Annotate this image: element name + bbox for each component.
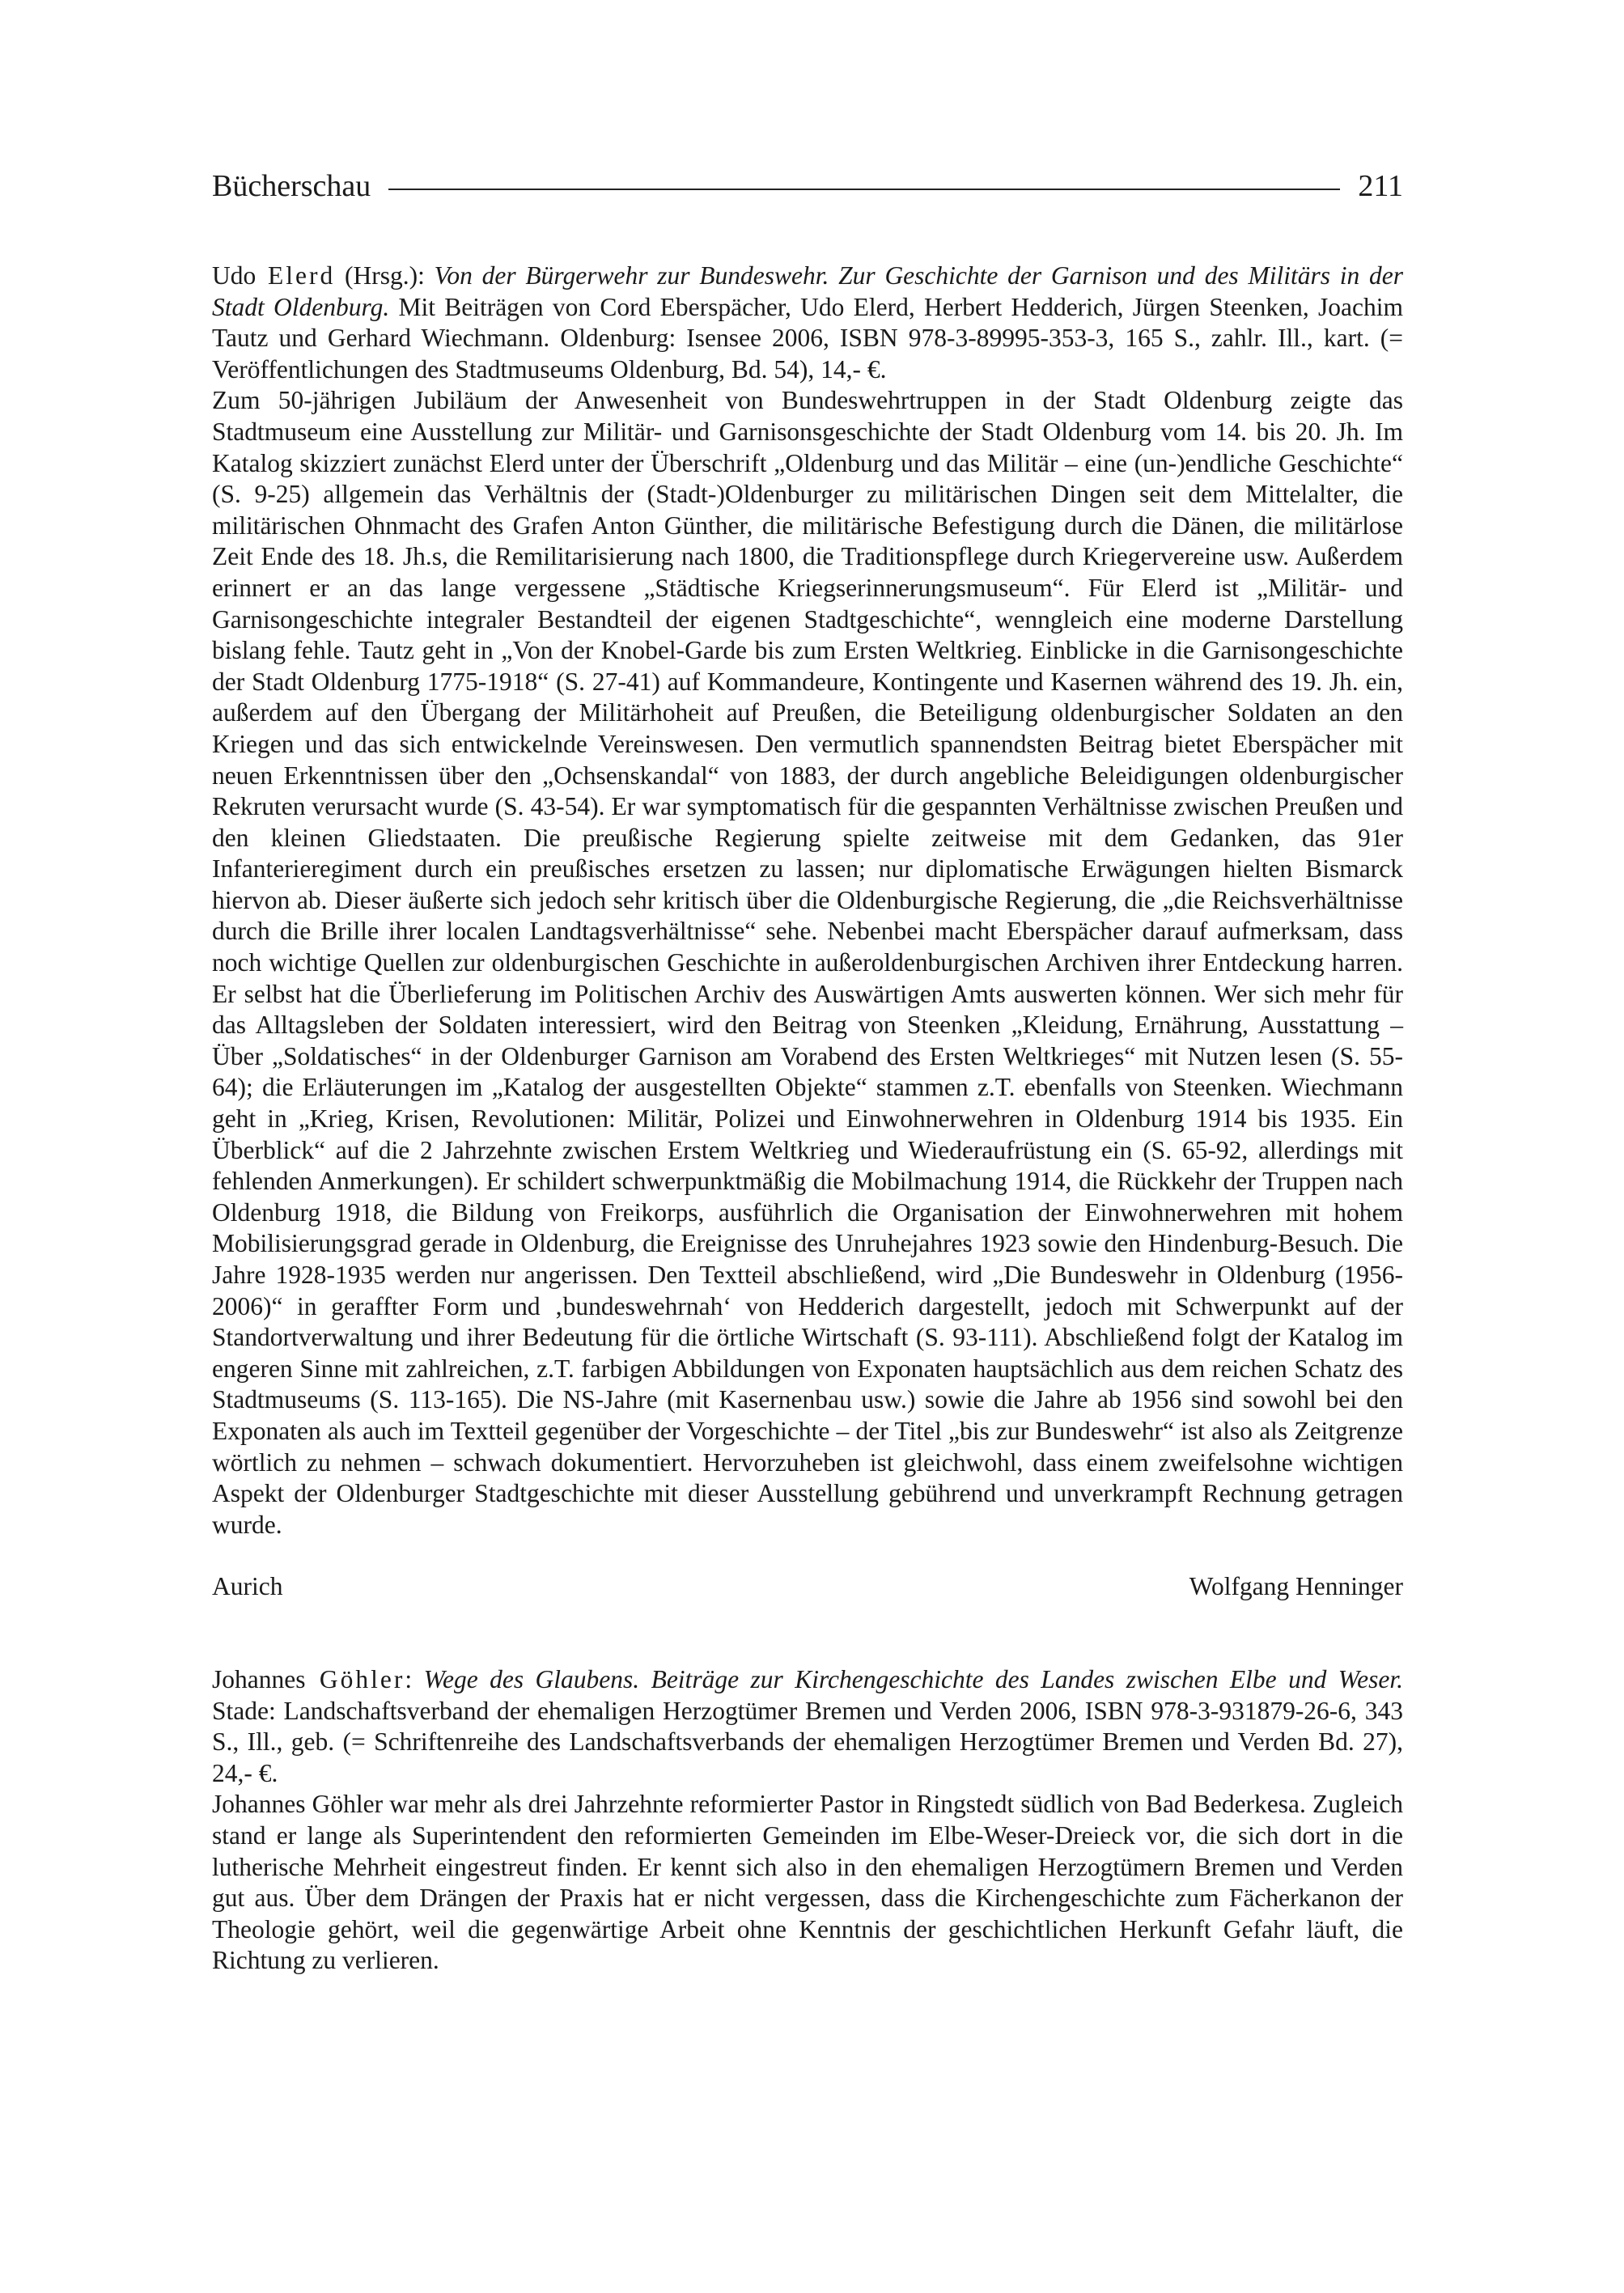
book-title: Wege des Glaubens. Beiträge zur Kirchengeschichte des Landes zwischen Elbe und Weser. [423, 1664, 1403, 1693]
book-title: Von der Bürgerwehr zur Bundeswehr. Zur Geschichte der Garnison und des Militärs in der Stadt Oldenburg. [212, 261, 1403, 321]
reviewer-name: Wolfgang Henninger [1189, 1572, 1403, 1601]
review-entry [212, 261, 1403, 1603]
review-citation [212, 261, 1403, 385]
author-role: (Hrsg.): [345, 261, 425, 290]
review-citation [212, 1664, 1403, 1789]
review-place: Aurich [212, 1572, 283, 1601]
book-details: Mit Beiträgen von Cord Eberspächer, Udo Elerd, Herbert Hedderich, Jürgen Steenken, Joachim Tautz und Gerhard Wiechmann. Oldenburg: Isensee 2006, ISBN 978-3-89995-353-3, 165 S., zahlr. Ill., kart. (= Veröffentlichungen des Stadtmuseums Oldenburg, Bd. 54), 14,- €. [212, 292, 1403, 384]
review-entry [212, 1664, 1403, 1977]
page-content [212, 261, 1403, 1977]
review-body: Johannes Göhler war mehr als drei Jahrzehnte reformierter Pastor in Ringstedt südlich von Bad Bederkesa. Zugleich stand er lange als Superintendent den reformierten Gemeinden im Elbe-Weser-Dreieck vor, die sich dort in die lutherische Mehrheit eingestreut finden. Er kennt sich also in den ehemaligen Herzogtümern Bremen und Verden gut aus. Über dem Drängen der Praxis hat er nicht vergessen, dass die Kirchengeschichte zum Fächerkanon der Theologie gehört, weil die gegenwärtige Arbeit ohne Kenntnis der geschichtlichen Herkunft Gefahr läuft, die Richtung zu verlieren. [212, 1790, 1403, 1975]
review-signature [212, 1571, 1403, 1603]
author-surname: Elerd [268, 261, 336, 290]
author-given-name: Johannes [212, 1664, 306, 1693]
running-header [212, 162, 1403, 210]
book-details: Stade: Landschaftsverband der ehemaligen Herzogtümer Bremen und Verden 2006, ISBN 978-3-931879-26-6, 343 S., Ill., geb. (= Schriftenreihe des Landschaftsverbands der ehemaligen Herzogtümer Bremen und Verden Bd. 27), 24,- €. [212, 1696, 1403, 1787]
author-role: : [405, 1664, 413, 1693]
page-number: 211 [1358, 169, 1403, 203]
author-surname: Göhler [319, 1664, 405, 1693]
author-given-name: Udo [212, 261, 257, 290]
running-header-title: Bücherschau [212, 169, 371, 203]
review-body: Zum 50-jährigen Jubiläum der Anwesenheit von Bundeswehrtruppen in der Stadt Oldenburg zeigte das Stadtmuseum eine Ausstellung zur Militär- und Garnisonsgeschichte der Stadt Oldenburg vom 14. bis 20. Jh. Im Katalog skizziert zunächst Elerd unter der Überschrift „Oldenburg und das Militär – eine (un-)endliche Geschichte“ (S. 9-25) allgemein das Verhältnis der (Stadt-)Oldenburger zu militärischen Dingen seit dem Mittelalter, die militärischen Ohnmacht des Grafen Anton Günther, die militärische Befestigung durch die Dänen, die militärlose Zeit Ende des 18. Jh.s, die Remilitarisierung nach 1800, die Traditionspflege durch Kriegervereine usw. Außerdem erinnert er an das lange vergessene „Städtische Kriegserinnerungsmuseum“. Für Elerd ist „Militär- und Garnisongeschichte integraler Bestandteil der eigenen Stadtgeschichte“, wenngleich eine moderne Darstellung bislang fehle. Tautz geht in „Von der Knobel-Garde bis zum Ersten Weltkrieg. Einblicke in die Garnisongeschichte der Stadt Oldenburg 1775-1918“ (S. 27-41) auf Kommandeure, Kontingente und Kasernen während des 19. Jh. ein, außerdem auf den Übergang der Militärhoheit auf Preußen, die Beteiligung oldenburgischer Soldaten an den Kriegen und das sich entwickelnde Vereinswesen. Den vermutlich spannendsten Beitrag bietet Eberspächer mit neuen Erkenntnissen über den „Ochsenskandal“ von 1883, der durch angebliche Beleidigungen oldenburgischer Rekruten verursacht wurde (S. 43-54). Er war symptomatisch für die gespannten Verhältnisse zwischen Preußen und den kleinen Gliedstaaten. Die preußische Regierung spielte zeitweise mit dem Gedanken, das 91er Infanterieregiment durch ein preußisches ersetzen zu lassen; nur diplomatische Erwägungen hielten Bismarck hiervon ab. Dieser äußerte sich jedoch sehr kritisch über die Oldenburgische Regierung, die „die Reichsverhältnisse durch die Brille ihrer localen Landtagsverhältnisse“ sehe. Nebenbei macht Eberspächer darauf aufmerksam, dass noch wichtige Quellen zur oldenburgischen Geschichte in außeroldenburgischen Archiven ihrer Entdeckung harren. Er selbst hat die Überlieferung im Politischen Archiv des Auswärtigen Amts auswerten können. Wer sich mehr für das Alltagsleben der Soldaten interessiert, wird den Beitrag von Steenken „Kleidung, Ernährung, Ausstattung – Über „Soldatisches“ in der Oldenburger Garnison am Vorabend des Ersten Weltkrieges“ mit Nutzen lesen (S. 55-64); die Erläuterungen im „Katalog der ausgestellten Objekte“ stammen z.T. ebenfalls von Steenken. Wiechmann geht in „Krieg, Krisen, Revolutionen: Militär, Polizei und Einwohnerwehren in Oldenburg 1914 bis 1935. Ein Überblick“ auf die 2 Jahrzehnte zwischen Erstem Weltkrieg und Wiederaufrüstung ein (S. 65-92, allerdings mit fehlenden Anmerkungen). Er schildert schwerpunktmäßig die Mobilmachung 1914, die Rückkehr der Truppen nach Oldenburg 1918, die Bildung von Freikorps, ausführlich die Organisation der Einwohnerwehren mit hohem Mobilisierungsgrad gerade in Oldenburg, die Ereignisse des Unruhejahres 1923 sowie den Hindenburg-Besuch. Die Jahre 1928-1935 werden nur angerissen. Den Textteil abschließend, wird „Die Bundeswehr in Oldenburg (1956-2006)“ in geraffter Form und ‚bundeswehrnah‘ von Hedderich dargestellt, jedoch mit Schwerpunkt auf der Standortverwaltung und ihrer Bedeutung für die örtliche Wirtschaft (S. 93-111). Abschließend folgt der Katalog im engeren Sinne mit zahlreichen, z.T. farbigen Abbildungen von Exponaten hauptsächlich aus dem reichen Schatz des Stadtmuseums (S. 113-165). Die NS-Jahre (mit Kasernenbau usw.) sowie die Jahre ab 1956 sind sowohl bei den Exponaten als auch im Textteil gegenüber der Vorgeschichte – der Titel „bis zur Bundeswehr“ ist also als Zeitgrenze wörtlich zu nehmen – schwach dokumentiert. Hervorzuheben ist gleichwohl, dass einem zweifelsohne wichtigen Aspekt der Oldenburger Stadtgeschichte mit dieser Ausstellung gebührend und unverkrampft Rechnung getragen wurde. [212, 386, 1403, 1539]
header-rule [388, 189, 1340, 190]
